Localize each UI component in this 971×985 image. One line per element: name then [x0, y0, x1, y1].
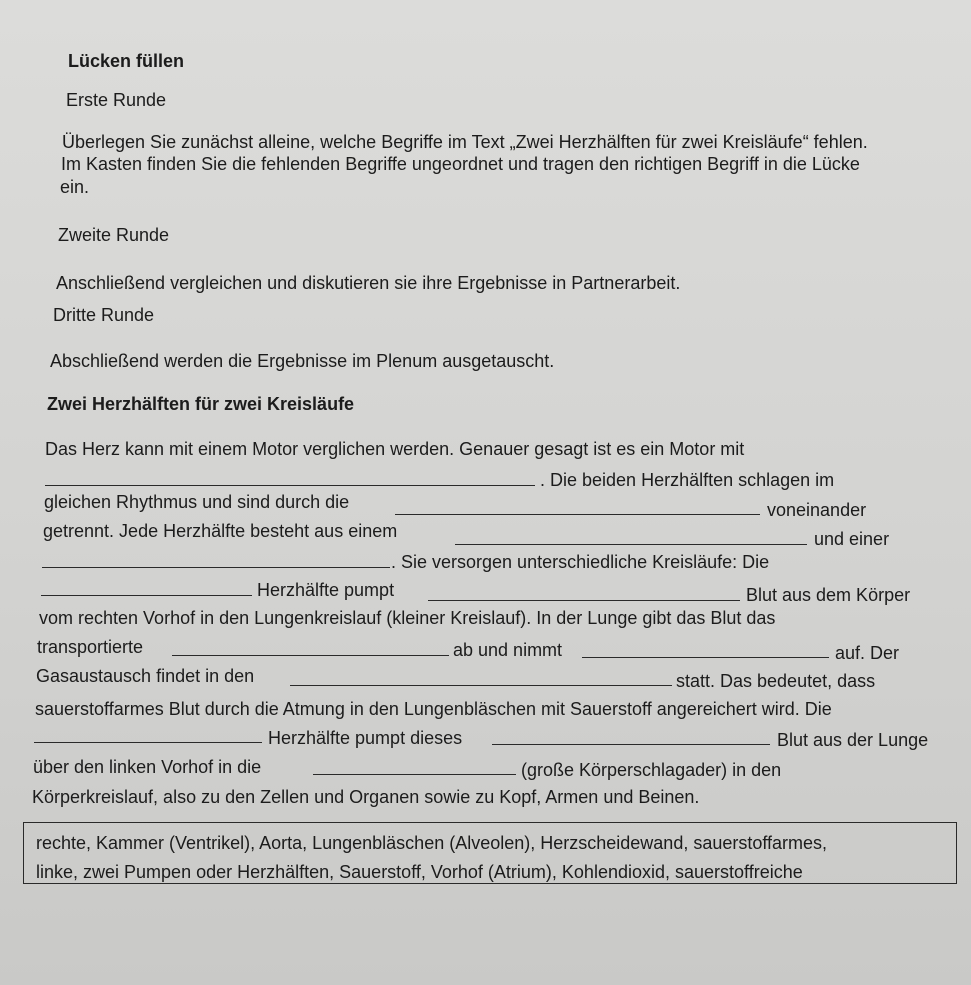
blank-11[interactable]	[492, 744, 770, 745]
article-text: gleichen Rhythmus und sind durch die	[44, 492, 350, 512]
round1-text-line2: Im Kasten finden Sie die fehlenden Begriffe ungeordnet und tragen den richtigen Begriff in die Lücke	[61, 154, 860, 174]
blank-7[interactable]	[172, 655, 449, 656]
blank-3[interactable]	[455, 544, 807, 545]
word-box-line1: rechte, Kammer (Ventrikel), Aorta, Lungenbläschen (Alveolen), Herzscheidewand, sauerstoffarmes,	[36, 833, 828, 853]
blank-5[interactable]	[41, 595, 252, 596]
article-text: sauerstoffarmes Blut durch die Atmung in den Lungenbläschen mit Sauerstoff angereichert wird. Die	[35, 699, 832, 719]
article-text: Das Herz kann mit einem Motor verglichen werden. Genauer gesagt ist es ein Motor mit	[45, 439, 745, 459]
article-text: Gasaustausch findet in den	[36, 666, 255, 686]
article-text: . Die beiden Herzhälften schlagen im	[540, 470, 835, 490]
blank-10[interactable]	[34, 742, 262, 743]
article-text: über den linken Vorhof in die	[33, 757, 262, 777]
blank-6[interactable]	[428, 600, 740, 601]
article-text: auf. Der	[835, 643, 900, 663]
blank-12[interactable]	[313, 774, 516, 775]
article-text: vom rechten Vorhof in den Lungenkreislauf (kleiner Kreislauf). In der Lunge gibt das Blut das	[39, 608, 776, 628]
article-text: (große Körperschlagader) in den	[521, 760, 782, 780]
word-box-line2: linke, zwei Pumpen oder Herzhälften, Sauerstoff, Vorhof (Atrium), Kohlendioxid, sauerstoffreiche	[36, 862, 803, 882]
article-text: getrennt. Jede Herzhälfte besteht aus einem	[43, 521, 398, 541]
round1-text-line3: ein.	[60, 177, 90, 197]
blank-4[interactable]	[42, 567, 390, 568]
round1-text-line1: Überlegen Sie zunächst alleine, welche Begriffe im Text „Zwei Herzhälften für zwei Kreisläufe“ fehlen.	[62, 132, 868, 152]
article-text: ab und nimmt	[453, 640, 563, 660]
article-text: Blut aus dem Körper	[746, 585, 911, 605]
round2-title: Zweite Runde	[58, 225, 170, 245]
round2-text: Anschließend vergleichen und diskutieren sie ihre Ergebnisse in Partnerarbeit.	[56, 273, 681, 293]
article-text: Körperkreislauf, also zu den Zellen und Organen sowie zu Kopf, Armen und Beinen.	[32, 787, 700, 807]
article-text: transportierte	[37, 637, 144, 657]
worksheet-heading: Lücken füllen	[68, 51, 185, 71]
round3-title: Dritte Runde	[53, 305, 155, 325]
round3-text: Abschließend werden die Ergebnisse im Plenum ausgetauscht.	[50, 351, 555, 371]
article-text: Herzhälfte pumpt	[257, 580, 395, 600]
article-text: voneinander	[767, 500, 867, 520]
article-text: Herzhälfte pumpt dieses	[268, 728, 463, 748]
blank-1[interactable]	[45, 485, 535, 486]
article-text: Blut aus der Lunge	[777, 730, 929, 750]
blank-9[interactable]	[290, 685, 672, 686]
article-text: . Sie versorgen unterschiedliche Kreisläufe: Die	[391, 552, 770, 572]
article-text: und einer	[814, 529, 890, 549]
round1-title: Erste Runde	[66, 90, 167, 110]
blank-2[interactable]	[395, 514, 760, 515]
article-text: statt. Das bedeutet, dass	[676, 671, 876, 691]
blank-8[interactable]	[582, 657, 829, 658]
article-title: Zwei Herzhälften für zwei Kreisläufe	[47, 394, 355, 414]
